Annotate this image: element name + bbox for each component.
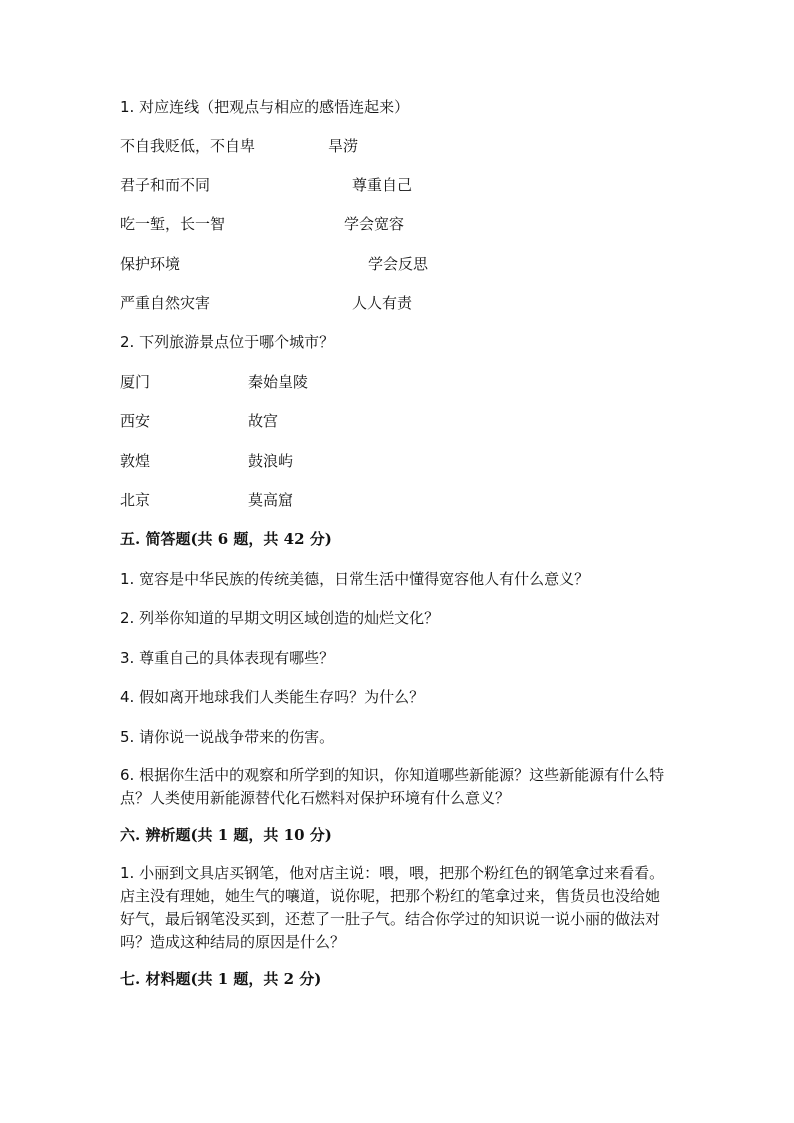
section-5-title: 五. 简答题(共 6 题，共 42 分) [120,530,332,548]
match2-left-3: 敦煌 [120,452,151,470]
match1-right-5: 人人有责 [352,294,413,312]
section-5-question-6: 6. 根据你生活中的观察和所学到的知识，你知道哪些新能源？这些新能源有什么特点？人类使用新能源替代化石燃料对保护环境有什么意义？ [120,766,665,807]
question-2-title: 2. 下列旅游景点位于哪个城市？ [120,333,335,351]
match1-right-1: 旱涝 [328,137,359,155]
match2-right-4: 莫高窟 [248,491,294,509]
match2-right-2: 故宫 [248,412,279,430]
section-7-title: 七. 材料题(共 1 题，共 2 分) [120,970,322,988]
section-6-question-1: 1. 小丽到文具店买钢笔，他对店主说：喂，喂，把那个粉红色的钢笔拿过来看看。店主没有理她，她生气的嚷道，说你呢，把那个粉红的笔拿过来，售货员也没给她好气，最后钢笔没买到，还惹了一肚子气。结合你学过的知识说一说小丽的做法对吗？造成这种结局的原因是什么？ [120,864,665,951]
match2-left-1: 厦门 [120,373,151,391]
match2-left-4: 北京 [120,491,151,509]
section-5-question-4: 4. 假如离开地球我们人类能生存吗？为什么？ [120,688,425,706]
section-5-question-2: 2. 列举你知道的早期文明区域创造的灿烂文化？ [120,609,440,627]
match1-right-2: 尊重自己 [352,176,413,194]
section-5-question-3: 3. 尊重自己的具体表现有哪些？ [120,649,335,667]
match1-left-1: 不自我贬低，不自卑 [120,137,256,155]
match2-left-2: 西安 [120,412,151,430]
match2-right-3: 鼓浪屿 [248,452,294,470]
section-6-title: 六. 辨析题(共 1 题，共 10 分) [120,826,332,844]
match1-right-3: 学会宽容 [344,215,405,233]
match1-left-3: 吃一堑，长一智 [120,215,226,233]
match1-left-5: 严重自然灾害 [120,294,211,312]
match1-left-4: 保护环境 [120,255,181,273]
match1-left-2: 君子和而不同 [120,176,211,194]
match2-right-1: 秦始皇陵 [248,373,309,391]
question-1-title: 1. 对应连线（把观点与相应的感悟连起来） [120,98,410,116]
section-5-question-5: 5. 请你说一说战争带来的伤害。 [120,728,335,746]
match1-right-4: 学会反思 [368,255,429,273]
section-5-question-1: 1. 宽容是中华民族的传统美德，日常生活中懂得宽容他人有什么意义？ [120,570,590,588]
